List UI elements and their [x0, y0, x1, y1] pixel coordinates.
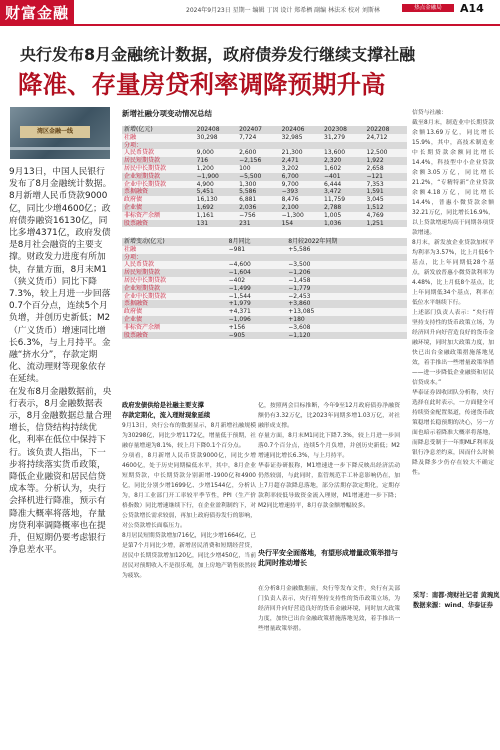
row-label: 企业债 [122, 204, 195, 212]
table-row [122, 324, 407, 332]
table-cell: 9,700 [280, 181, 322, 189]
table-cell: 1,300 [237, 181, 279, 189]
table-cell: 3,202 [280, 165, 322, 173]
table-cell: 1,251 [365, 220, 408, 228]
row-label: 人民币贷款 [122, 149, 195, 157]
table-title: 新增社融分项变动情况总结 [122, 109, 212, 118]
table-cell: −1,096 [227, 316, 287, 324]
table-cell: −756 [237, 212, 279, 220]
table-row [122, 246, 407, 254]
closing-column [258, 584, 400, 634]
table-cell: 716 [195, 157, 237, 165]
table-cell: 3,472 [322, 188, 364, 196]
section-title: 政府发债供给是社融主要支撑 存款定期化，流入理财现象延续 [122, 402, 211, 419]
row-label: 居民中长期贷款 [122, 277, 227, 285]
table-cell: −4,600 [227, 261, 287, 269]
table-cell [322, 142, 364, 150]
table-cell: 2,100 [280, 204, 322, 212]
table-cell [227, 254, 287, 262]
row-label: 企业中长期贷款 [122, 181, 195, 189]
table-cell: −1,604 [227, 269, 287, 277]
table-cell: 5,451 [195, 188, 237, 196]
table-row [122, 196, 407, 204]
table-cell: +5,586 [286, 246, 407, 254]
column-header: 202308 [322, 126, 364, 134]
row-label: 票据融资 [122, 300, 227, 308]
table-cell: +156 [227, 324, 287, 332]
row-label: 企业中长期贷款 [122, 293, 227, 301]
table-cell: 2,600 [237, 149, 279, 157]
table-cell: +13,085 [286, 308, 407, 316]
table-cell: −2,156 [237, 157, 279, 165]
table-cell: +3,860 [286, 300, 407, 308]
table-cell: 6,444 [322, 181, 364, 189]
body-paragraph: 华泰证券研报称，M1增速进一步下降反映出经济活动仍然较弱，与此同时，监管规范手工补息影响仍在，加上7月超存款降息落地，部分活期存款定期化，定期存款利率较低导致资金流入理财，M1增速进一步下降；M2同比增速持平，8月存款金额增幅较多。 [258, 463, 400, 509]
body-paragraph: 8月居民短期贷款增加716亿，同比少增1664亿，已是第7个月同比少增，新增居民消费和短期经营贷，居民中长期贷款增加120亿，同比少增450亿，当前居民对预期收入不是很乐观，加上房地产销售依然较为疲软。 [122, 533, 256, 579]
table-row [122, 254, 407, 262]
table-cell: 131 [195, 220, 237, 228]
table-cell: −1,499 [227, 285, 287, 293]
table-cell: 4,900 [195, 181, 237, 189]
table-row [122, 188, 407, 196]
table-row [122, 261, 407, 269]
body-paragraph: 华泰证券固收团队分析称，央行选择在此时表示，一方面健全可持续资金配置渠道，传递货币政策稳增长稳预期的决心，另一方面也暗示着降准大概率将落地，而降息受制于一年期MLF利率及银行净息差约束，因而什么时候降及降多少仍存在较大不确定性。 [412, 390, 494, 476]
table-cell: 7,724 [237, 134, 279, 142]
table-cell: 9,000 [195, 149, 237, 157]
table-cell: −5,500 [237, 173, 279, 181]
table-cell: 8,476 [280, 196, 322, 204]
table-cell: 2,788 [322, 204, 364, 212]
table-row [122, 157, 407, 165]
row-label: 居民短期贷款 [122, 157, 195, 165]
body-paragraph: 信贷与社融： [412, 110, 447, 116]
yoy-change-table [122, 238, 407, 339]
table-cell: −3,608 [286, 324, 407, 332]
row-label: 股票融资 [122, 332, 227, 340]
right-column [412, 108, 494, 478]
table-cell: 13,600 [322, 149, 364, 157]
table-cell: −1,544 [227, 293, 287, 301]
table-cell: 3,045 [365, 196, 408, 204]
editor-tag: 热点金融局 [402, 4, 454, 12]
row-label: 分项： [122, 142, 195, 150]
table-cell: −393 [280, 188, 322, 196]
table-cell: −1,900 [195, 173, 237, 181]
section-title: 央行平安全面落地，有望形成增量政策举措与此同时推动增长 [258, 549, 398, 567]
body-paragraph: 8月末，新发放企业贷款加权平均利率为3.57%，比上月低6个基点，比上年同期低28个基点，新发放普惠小微贷款利率为4.48%，比上月低8个基点，比上年同期低34个基点，利率在低位水平继续下行。 [412, 240, 494, 306]
article-photo [10, 107, 110, 159]
table-cell: 1,512 [365, 204, 408, 212]
table-cell [237, 142, 279, 150]
table-cell: −905 [227, 332, 287, 340]
row-label: 社融 [122, 246, 227, 254]
body-paragraph: 上述部门负责人表示：“央行将坚持支持性的货币政策立场，为经济回升向好营造良好的货币金融环境，同时加大政策力度，加快已出台金融政策措施落地见效，着手推出一些增量政策举措——进一步降低企业融资和居民信贷成本。” [412, 310, 494, 386]
table-cell: 2,658 [365, 165, 408, 173]
body-paragraph: 存量方面，8月末M1同比下降7.3%，较上月进一步回落0.7个百分点，连续5个月负增，并创历史新低；M2增速同比增长6.3%，与上月持平。 [258, 433, 400, 459]
table-cell: 231 [237, 220, 279, 228]
table-cell [195, 142, 237, 150]
table-cell: 32,985 [280, 134, 322, 142]
body-paragraph: 在分析8月金融数据前，央行等发布文件，央行有关部门负责人表示，央行将坚持支持性的货币政策立场，为经济回升向好营造良好的货币金融环境，同时加大政策力度，加快已出台金融政策措施落地见效，着手推出一些增量政策举措。 [258, 586, 400, 632]
table-row [122, 308, 407, 316]
row-label: 分项： [122, 254, 227, 262]
lead-paragraph: 8月新增人民币贷款9000亿，同比少增4600亿；政府债券融资16130亿，同比多增4371亿，政府发债是8月社会融资的主要支撑。财政发力进度有所加快，存量方面，8月末M1（狭义货币）同比下降7.3%，较上月进一步回落0.7个百分点，连续5个月负增，并创历史新低；M2（广义货币）增速同比增长6.3%，与上月持平。金融“挤水分”，存款定期化、流动理财等现象依存在延续。 [9, 191, 111, 385]
table-cell: 12,500 [365, 149, 408, 157]
table-cell: −1,779 [286, 285, 407, 293]
row-label: 人民币贷款 [122, 261, 227, 269]
body-paragraph: 9月13日，央行公布的数据显示，8月新增社融规模为30298亿，同比少增1172亿，增量低于预期，社融存量增速为8.1%，较上月下降0.1个百分点。 [122, 423, 256, 449]
table-row [122, 220, 407, 228]
table-row [122, 300, 407, 308]
row-label: 非标资产余额 [122, 212, 195, 220]
row-label: 企业短期贷款 [122, 173, 195, 181]
lead-paragraph: 9月13日，中国人民银行发布了8月金融统计数据。 [9, 167, 112, 190]
table-cell: 1,922 [365, 157, 408, 165]
lead-paragraph: 在发布8月金融数据前，央行表示，8月金融数据表示，8月金融数据总量合理增长，信贷结构持续优化，利率在低位中保持下行。该负责人指出，下一步将持续落实货币政策，降低企业融资和居民信贷成本等。分析认为，央行会择机进行降准，预示有降准大概率将落地，存量房贷利率调降概率也在提升，但短期仍要考虑银行净息差水平。 [9, 386, 112, 556]
table-row [122, 277, 407, 285]
column-header: 202407 [237, 126, 279, 134]
table-cell: 1,591 [365, 188, 408, 196]
table-cell: 1,200 [195, 165, 237, 173]
table-row [122, 173, 407, 181]
table-cell: −402 [227, 277, 287, 285]
table-cell: −1,206 [286, 269, 407, 277]
column-header: 新增变动(亿元) [122, 238, 227, 246]
row-label: 居民短期贷款 [122, 269, 227, 277]
table-cell: 6,700 [280, 173, 322, 181]
middle-column [122, 401, 256, 581]
table-cell: 5,586 [237, 188, 279, 196]
table-cell: +4,371 [227, 308, 287, 316]
column-header: 202406 [280, 126, 322, 134]
dateline: 2024年9月23日 星期一 编辑 丁因 设计 郑希栖 副编 林法禾 校对 刘斯林 [186, 7, 380, 14]
photo-stripe [10, 147, 110, 150]
body-paragraph: 分项看，8月新增人民币贷款9000亿，同比少增4600亿，处于历史同期偏低水平，其中，8月企业短期贷款，中长期贷款分别新增-1900亿和4900亿，同比分别少增1699亿、少增1544亿，分析认为，8月工业部门开工率较平季节性，PPI（生产价格指数）同比增速继续下行，在企业盈利制约下，对公贷款增长需求较弱，再加上政府债券发行的影响，对公贷款增长面临压力。 [122, 453, 256, 529]
table-cell: 21,300 [280, 149, 322, 157]
row-label: 票据融资 [122, 188, 195, 196]
table-cell: −121 [365, 173, 408, 181]
row-label: 社融 [122, 134, 195, 142]
row-label: 企业债 [122, 316, 227, 324]
table-cell: 16,130 [195, 196, 237, 204]
table-cell [365, 142, 408, 150]
table-cell [286, 254, 407, 262]
table-row [122, 149, 407, 157]
table-row [122, 204, 407, 212]
table-cell: 1,692 [195, 204, 237, 212]
column-header: 新增(亿元) [122, 126, 195, 134]
table-cell: 31,279 [322, 134, 364, 142]
header-rule [0, 24, 500, 26]
table-cell: +1,979 [227, 300, 287, 308]
table-cell: −981 [227, 246, 287, 254]
table-cell: −1,458 [286, 277, 407, 285]
table-row [122, 134, 407, 142]
column-header: 8月同比 [227, 238, 287, 246]
body-paragraph: 亿，按照两会目标推断，今年9至12月政府债券净融资额仍有3.32万亿，比2023年同期多增1.03万亿，对社融形成支撑。 [258, 403, 400, 429]
photo-caption: 湾区金融一线 [20, 126, 90, 138]
table-cell: −401 [322, 173, 364, 181]
column-header: 202408 [195, 126, 237, 134]
column-header: 8月较2022年同期 [286, 238, 407, 246]
table-row [122, 332, 407, 340]
table-cell: 1,602 [322, 165, 364, 173]
table-cell: −2,453 [286, 293, 407, 301]
next-column [258, 401, 400, 511]
row-label: 政府债 [122, 196, 195, 204]
social-financing-table [122, 126, 407, 227]
row-label: 企业短期贷款 [122, 285, 227, 293]
page-header [0, 0, 500, 26]
table-cell: 11,759 [322, 196, 364, 204]
row-label: 居民中长期贷款 [122, 165, 195, 173]
table-row [122, 269, 407, 277]
reporter-credit: 采写：南都·湾财社记者 黄琬岚 [413, 592, 500, 599]
table-row [122, 212, 407, 220]
table-cell: 100 [237, 165, 279, 173]
table-cell: −1,300 [280, 212, 322, 220]
table-header-row [122, 238, 407, 246]
table-cell: 2,036 [237, 204, 279, 212]
section-brand: 财富金融 [0, 0, 74, 26]
lead-column [9, 166, 112, 557]
table-cell: 6,881 [237, 196, 279, 204]
table-header-row [122, 126, 407, 134]
table-row [122, 293, 407, 301]
page-number: A14 [460, 2, 484, 15]
table-row [122, 142, 407, 150]
table-cell: 4,769 [365, 212, 408, 220]
row-label: 股票融资 [122, 220, 195, 228]
table-cell: 154 [280, 220, 322, 228]
table-cell [280, 142, 322, 150]
table-cell: 1,005 [322, 212, 364, 220]
table-cell: −3,500 [286, 261, 407, 269]
table-cell: −1,120 [286, 332, 407, 340]
data-source: 数据来源：wind、华泰证券 [413, 602, 493, 609]
table-row [122, 316, 407, 324]
table-cell: +180 [286, 316, 407, 324]
table-cell: 24,712 [365, 134, 408, 142]
table-cell: 2,471 [280, 157, 322, 165]
table-cell: 2,320 [322, 157, 364, 165]
table-row [122, 181, 407, 189]
table-row [122, 165, 407, 173]
table-cell: 1,161 [195, 212, 237, 220]
table-cell: 30,298 [195, 134, 237, 142]
column-header: 202208 [365, 126, 408, 134]
table-row [122, 285, 407, 293]
table-cell: 1,036 [322, 220, 364, 228]
row-label: 政府债 [122, 308, 227, 316]
article-subhead: 央行发布8月金融统计数据，政府债券发行继续支撑社融 [20, 45, 416, 64]
row-label: 非标资产余额 [122, 324, 227, 332]
table-cell: 7,353 [365, 181, 408, 189]
article-headline: 降准、存量房贷利率调降预期升高 [18, 70, 386, 99]
body-paragraph: 截至8月末，制造业中长期贷款余额13.69万亿，同比增长15.9%，其中，高技术制造业中长期贷款余额同比增长14.4%，科技型中小企业贷款余额3.05万亿，同比增长21.2%，“专精特新”企业贷款余额4.18万亿，同比增长14.4%，普惠小微贷款余额32.21万亿，同比增长16.9%，以上贷款增速均高于同期各项贷款增速。 [412, 120, 494, 236]
byline-credit [413, 591, 499, 611]
